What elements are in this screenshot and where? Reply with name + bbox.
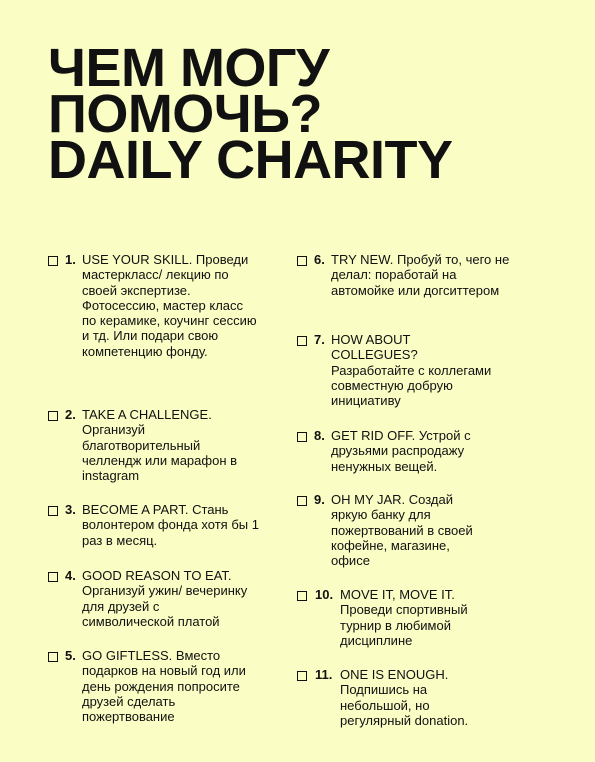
list-item-7 bbox=[297, 332, 546, 408]
list-item-1 bbox=[48, 252, 292, 359]
checkbox[interactable] bbox=[48, 652, 58, 662]
item-heading: GOOD REASON TO EAT. bbox=[82, 568, 232, 583]
checkbox[interactable] bbox=[297, 496, 307, 506]
item-body: Вместо подарков на новый год или день рождения попросите друзей сделать пожертвование bbox=[82, 648, 246, 725]
list-item-2 bbox=[48, 407, 292, 483]
title-line-1: ЧЕМ МОГУ bbox=[48, 38, 330, 98]
page-title bbox=[48, 38, 578, 190]
item-body: Создай яркую банку для пожертвований в своей кофейне, магазине, офисе bbox=[331, 492, 473, 569]
item-heading: GO GIFTLESS. bbox=[82, 648, 176, 663]
list-item-11 bbox=[297, 667, 555, 728]
list-item-8 bbox=[297, 428, 546, 474]
checkbox[interactable] bbox=[297, 432, 307, 442]
item-body: Подпишись на небольшой, но регулярный donation. bbox=[340, 682, 469, 728]
item-number: 4. bbox=[65, 568, 76, 583]
item-heading: TRY NEW. bbox=[331, 252, 397, 267]
item-body: Пробуй то, чего не делал: поработай на автомойке или догситтером bbox=[331, 252, 510, 298]
item-number: 5. bbox=[65, 648, 76, 663]
checkbox[interactable] bbox=[297, 591, 307, 601]
checkbox[interactable] bbox=[48, 506, 58, 516]
item-heading: OH MY JAR. bbox=[331, 492, 409, 507]
item-heading: MOVE IT, MOVE IT. bbox=[340, 587, 455, 602]
checkbox[interactable] bbox=[297, 336, 307, 346]
item-body: Разработайте с коллегами совместную добрую инициативу bbox=[331, 362, 492, 409]
item-number: 10. bbox=[315, 587, 334, 602]
item-heading: BECOME A PART. bbox=[82, 502, 193, 517]
list-item-4 bbox=[48, 568, 297, 629]
item-body: Организуй благотворительный челлендж или марафон в instagram bbox=[82, 422, 238, 484]
item-heading: USE YOUR SKILL. bbox=[82, 252, 196, 267]
item-heading: HOW ABOUT COLLEGUES? bbox=[331, 332, 418, 363]
list-item-3 bbox=[48, 502, 297, 548]
item-body: Проведи спортивный турнир в любимой дисциплине bbox=[340, 602, 468, 648]
title-line-3: DAILY CHARITY bbox=[48, 130, 453, 190]
item-heading: GET RID OFF. bbox=[331, 428, 419, 443]
item-number: 8. bbox=[314, 428, 325, 443]
list-item-9 bbox=[297, 492, 546, 568]
title-line-2: ПОМОЧЬ? bbox=[48, 84, 323, 144]
item-body: Стань волонтером фонда хотя бы 1 раз в месяц. bbox=[82, 502, 259, 548]
checkbox[interactable] bbox=[297, 671, 307, 681]
item-number: 1. bbox=[65, 252, 76, 267]
list-item-10 bbox=[297, 587, 555, 648]
item-number: 2. bbox=[65, 407, 76, 422]
item-number: 7. bbox=[314, 332, 325, 347]
checkbox[interactable] bbox=[48, 572, 58, 582]
item-number: 9. bbox=[314, 492, 325, 507]
item-body: Устрой с друзьями распродажу ненужных вещей. bbox=[331, 428, 471, 474]
item-heading: ONE IS ENOUGH. bbox=[340, 667, 449, 682]
list-item-6 bbox=[297, 252, 546, 298]
item-number: 11. bbox=[315, 667, 333, 682]
item-body: Организуй ужин/ вечеринку для друзей с символической платой bbox=[82, 583, 248, 629]
item-body: Проведи мастеркласс/ лекцию по своей экспертизе. Фотосессию, мастер класс по керамике, коучинг сессию и тд. Или подари свою компетенцию фонду. bbox=[82, 252, 257, 359]
item-number: 3. bbox=[65, 502, 76, 517]
checkbox[interactable] bbox=[48, 411, 58, 421]
list-item-5 bbox=[48, 648, 297, 724]
item-number: 6. bbox=[314, 252, 325, 267]
checkbox[interactable] bbox=[48, 256, 58, 266]
item-heading: TAKE A CHALLENGE. bbox=[82, 407, 212, 422]
checkbox[interactable] bbox=[297, 256, 307, 266]
